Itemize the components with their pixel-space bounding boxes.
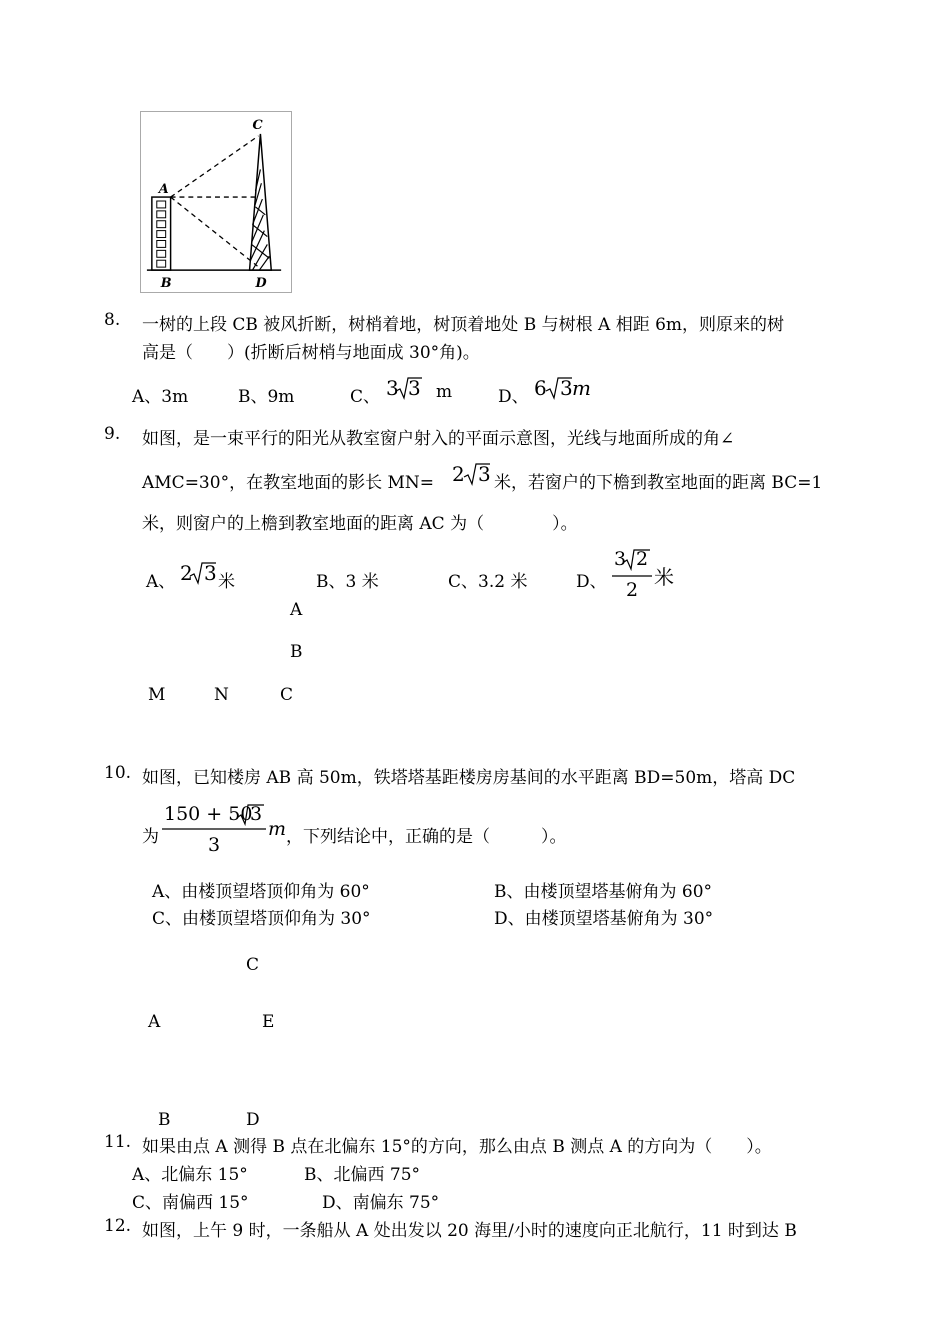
tower-building-figure <box>140 111 292 293</box>
q9-option-a-coef: 2 <box>180 561 193 585</box>
q10-option-c: C、由楼顶望塔顶仰角为 30° <box>152 909 371 929</box>
q12-number: 12. <box>104 1216 132 1236</box>
q8-option-c-prefix: C、 <box>350 387 381 407</box>
q10-figure-label-b: B <box>158 1110 171 1130</box>
q10-line2-suffix: ，下列结论中，正确的是（ ）。 <box>286 827 567 847</box>
q10-fraction-unit: m <box>268 818 287 840</box>
q9-option-d-num-radicand: 2 <box>636 548 649 570</box>
q9-option-a-prefix: A、 <box>146 572 176 592</box>
q9-line2-prefix: AMC=30°，在教室地面的影长 MN= <box>142 473 434 493</box>
label-d: D <box>255 275 267 291</box>
q9-line2-radicand: 3 <box>478 462 491 486</box>
q8-line2: 高是（ ）(折断后树梢与地面成 30°角)。 <box>142 343 480 363</box>
q8-option-d-coef: 6 <box>534 376 547 400</box>
q9-option-c: C、3.2 米 <box>448 572 528 592</box>
q10-option-b: B、由楼顶望塔基俯角为 60° <box>494 882 713 902</box>
q11-option-c: C、南偏西 15° <box>132 1193 249 1213</box>
q8-option-c-radicand: 3 <box>408 376 421 400</box>
q10-line2-prefix: 为 <box>142 827 159 847</box>
q12-line1: 如图，上午 9 时，一条船从 A 处出发以 20 海里/小时的速度向正北航行，11 时到达 B <box>142 1221 797 1241</box>
q8-option-b: B、9m <box>238 387 295 407</box>
q10-figure-label-e: E <box>262 1012 275 1032</box>
q9-line2-coef: 2 <box>452 462 465 486</box>
q8-option-d-prefix: D、 <box>498 387 529 407</box>
label-c: C <box>252 117 263 133</box>
q10-figure-label-a: A <box>148 1012 161 1032</box>
q11-option-a: A、北偏东 15° <box>132 1165 248 1185</box>
q10-figure-label-c: C <box>246 955 260 975</box>
q9-figure-label-m: M <box>148 685 166 705</box>
q10-option-a: A、由楼顶望塔顶仰角为 60° <box>152 882 370 902</box>
q9-option-a-unit: 米 <box>218 572 235 592</box>
q10-fraction-numerator-radicand: 3 <box>250 803 263 825</box>
q11-line1: 如果由点 A 测得 B 点在北偏东 15°的方向，那么由点 B 测点 A 的方向为（ ）。 <box>142 1137 772 1157</box>
q9-figure-label-n: N <box>214 685 229 705</box>
q9-line1: 如图，是一束平行的阳光从教室窗户射入的平面示意图，光线与地面所成的角∠ <box>142 429 735 449</box>
q11-option-d: D、南偏东 75° <box>322 1193 440 1213</box>
q9-figure-label-a: A <box>290 600 303 620</box>
q9-number: 9. <box>104 424 121 444</box>
q10-number: 10. <box>104 763 132 783</box>
q11-number: 11. <box>104 1132 132 1152</box>
q10-figure-label-d: D <box>246 1110 260 1130</box>
q9-option-b: B、3 米 <box>316 572 379 592</box>
q9-line3: 米，则窗户的上檐到教室地面的距离 AC 为（ ）。 <box>142 514 578 534</box>
label-b: B <box>160 275 172 291</box>
q9-option-a-radicand: 3 <box>204 561 217 585</box>
q8-option-c-coef: 3 <box>386 376 399 400</box>
q9-option-d-unit: 米 <box>654 565 674 589</box>
q9-figure-label-b: B <box>290 642 303 662</box>
q8-option-a: A、3m <box>132 387 189 407</box>
q8-line1: 一树的上段 CB 被风折断，树梢着地，树顶着地处 B 与树根 A 相距 6m，则原来的树 <box>142 315 785 335</box>
q9-option-d-num-coef: 3 <box>614 548 627 570</box>
tower-building-diagram <box>141 112 291 292</box>
q8-number: 8. <box>104 310 121 330</box>
q11-option-b: B、北偏西 75° <box>304 1165 421 1185</box>
q9-option-d-denominator: 2 <box>626 579 639 601</box>
q9-line2-suffix: 米，若窗户的下檐到教室地面的距离 BC=1 <box>494 473 823 493</box>
label-a: A <box>158 182 169 198</box>
q10-line1: 如图，已知楼房 AB 高 50m，铁塔塔基距楼房房基间的水平距离 BD=50m，塔高 DC <box>142 768 796 788</box>
q8-option-d-radicand: 3 <box>560 376 573 400</box>
q10-fraction-denominator: 3 <box>208 834 221 856</box>
q9-figure-label-c: C <box>280 685 294 705</box>
q10-option-d: D、由楼顶望塔基俯角为 30° <box>494 909 714 929</box>
q10-fraction-numerator: 150 + 50 <box>164 803 253 825</box>
q8-option-c-unit: m <box>436 382 453 402</box>
q8-option-d-unit: m <box>572 376 591 400</box>
q9-option-d-prefix: D、 <box>576 572 607 592</box>
